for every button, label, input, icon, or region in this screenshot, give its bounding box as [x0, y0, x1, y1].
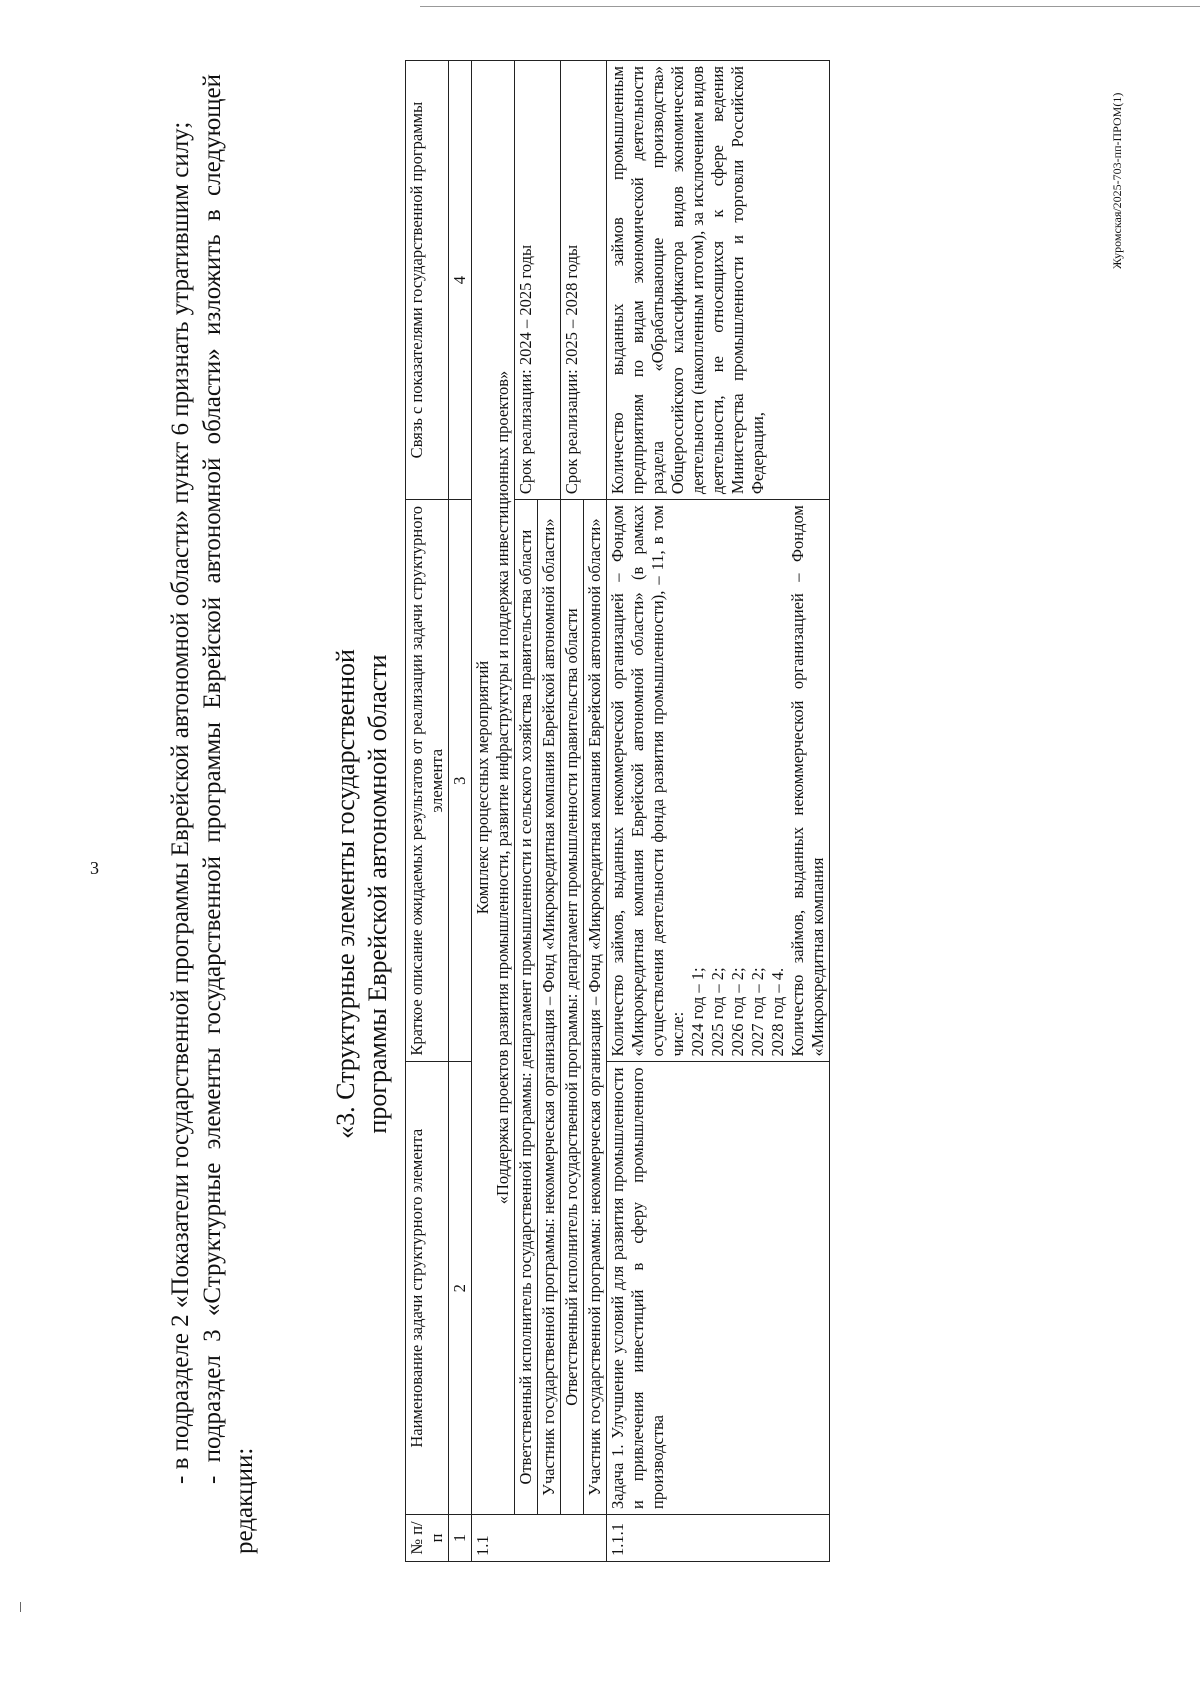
year-value: 2027 год – 2; — [748, 967, 767, 1057]
row-1-1-complex-cell — [472, 61, 515, 1515]
column-number-1: 1 — [449, 1514, 472, 1561]
year-value: 2024 год – 1; — [688, 967, 707, 1057]
header-link: Связь с показателями государственной программы — [406, 61, 449, 500]
table-row-responsible-b — [561, 61, 584, 1562]
participant-b: Участник государственной программы: некоммерческая организация – Фонд «Микрокредитная компания Еврейской автономной области» — [584, 500, 607, 1515]
term-b: Срок реализации: 2025 – 2028 годы — [561, 61, 607, 500]
header-num: № п/п — [406, 1514, 449, 1561]
column-number-4: 4 — [449, 61, 472, 500]
header-desc: Краткое описание ожидаемых результатов от реализации задачи структурного элемента — [406, 500, 449, 1062]
intro-paragraph-1: - в подразделе 2 «Показатели государственной программы Еврейской автономной области» пункт 6 признать утратившим силу; — [167, 121, 194, 1484]
responsible-b: Ответственный исполнитель государственной программы: департамент промышленности правительства области — [561, 500, 584, 1515]
row-1-1-title: «Поддержка проектов развития промышленности, развитие инфраструктуры и поддержка инвестиционных проектов» — [493, 370, 512, 1205]
column-number-2: 2 — [449, 1062, 472, 1515]
year-value: 2026 год – 2; — [728, 967, 747, 1057]
section-heading-line-1: «3. Структурные элементы государственной — [331, 649, 360, 1139]
row-1-1-1-num: 1.1.1 — [607, 1514, 830, 1561]
row-1-1-1-task: Задача 1. Улучшение условий для развития промышленности и привлечения инвестиций в сферу промышленного производства — [607, 1062, 830, 1515]
table-row-1-1-1 — [607, 61, 830, 1562]
table-column-numbers-row — [449, 61, 472, 1562]
row-1-1-num: 1.1 — [472, 1514, 607, 1561]
section-heading — [330, 564, 394, 1224]
table-header-row — [406, 61, 449, 1562]
section-heading-line-2: программы Еврейской автономной области — [363, 654, 392, 1134]
responsible-a: Ответственный исполнитель государственной программы: департамент промышленности и сельского хозяйства правительства области — [515, 500, 538, 1515]
page-number: 3 — [90, 858, 99, 878]
document-footer-code: Журомская/2025-703-пп-ПРОМ(1) — [1110, 92, 1124, 269]
table-row-responsible-a — [515, 61, 538, 1562]
term-a: Срок реализации: 2024 – 2025 годы — [515, 61, 561, 500]
year-value: 2028 год – 4. — [768, 967, 787, 1057]
header-name: Наименование задачи структурного элемента — [406, 1062, 449, 1515]
row-1-1-1-link: Количество выданных займов промышленным предприятиям по видам экономической деятельности раздела «Обрабатывающие производства» Общероссийского классификатора видов экономической деятельности (накопленным итогом), за исключением видов деятельности, не относящихся к сфере ведения Министерства промышленности и торговли Российской Федерации, — [607, 61, 830, 500]
intro-paragraph-2: - подраздел 3 «Структурные элементы государственной программы Еврейской автономной области» изложить в следующей редакции: — [199, 74, 258, 1554]
column-number-3: 3 — [449, 500, 472, 1062]
row-1-1-1-desc-second: Количество займов, выданных некоммерческой организацией – Фондом «Микрокредитная компания — [788, 505, 827, 1057]
table-row-1-1 — [472, 61, 515, 1562]
year-value: 2025 год – 2; — [708, 967, 727, 1057]
row-1-1-1-desc — [607, 500, 830, 1062]
structural-elements-table — [405, 60, 830, 1562]
row-1-1-1-desc-main: Количество займов, выданных некоммерческой организацией – Фондом «Микрокредитная компания Еврейской автономной области» (в рамках осуществления деятельности фонда развития промышленности), – 11, в том числе: — [608, 505, 687, 1057]
row-1-1-complex: Комплекс процессных мероприятий — [473, 660, 492, 915]
intro-text — [165, 74, 261, 1554]
participant-a: Участник государственной программы: некоммерческая организация – Фонд «Микрокредитная компания Еврейской автономной области» — [538, 500, 561, 1515]
